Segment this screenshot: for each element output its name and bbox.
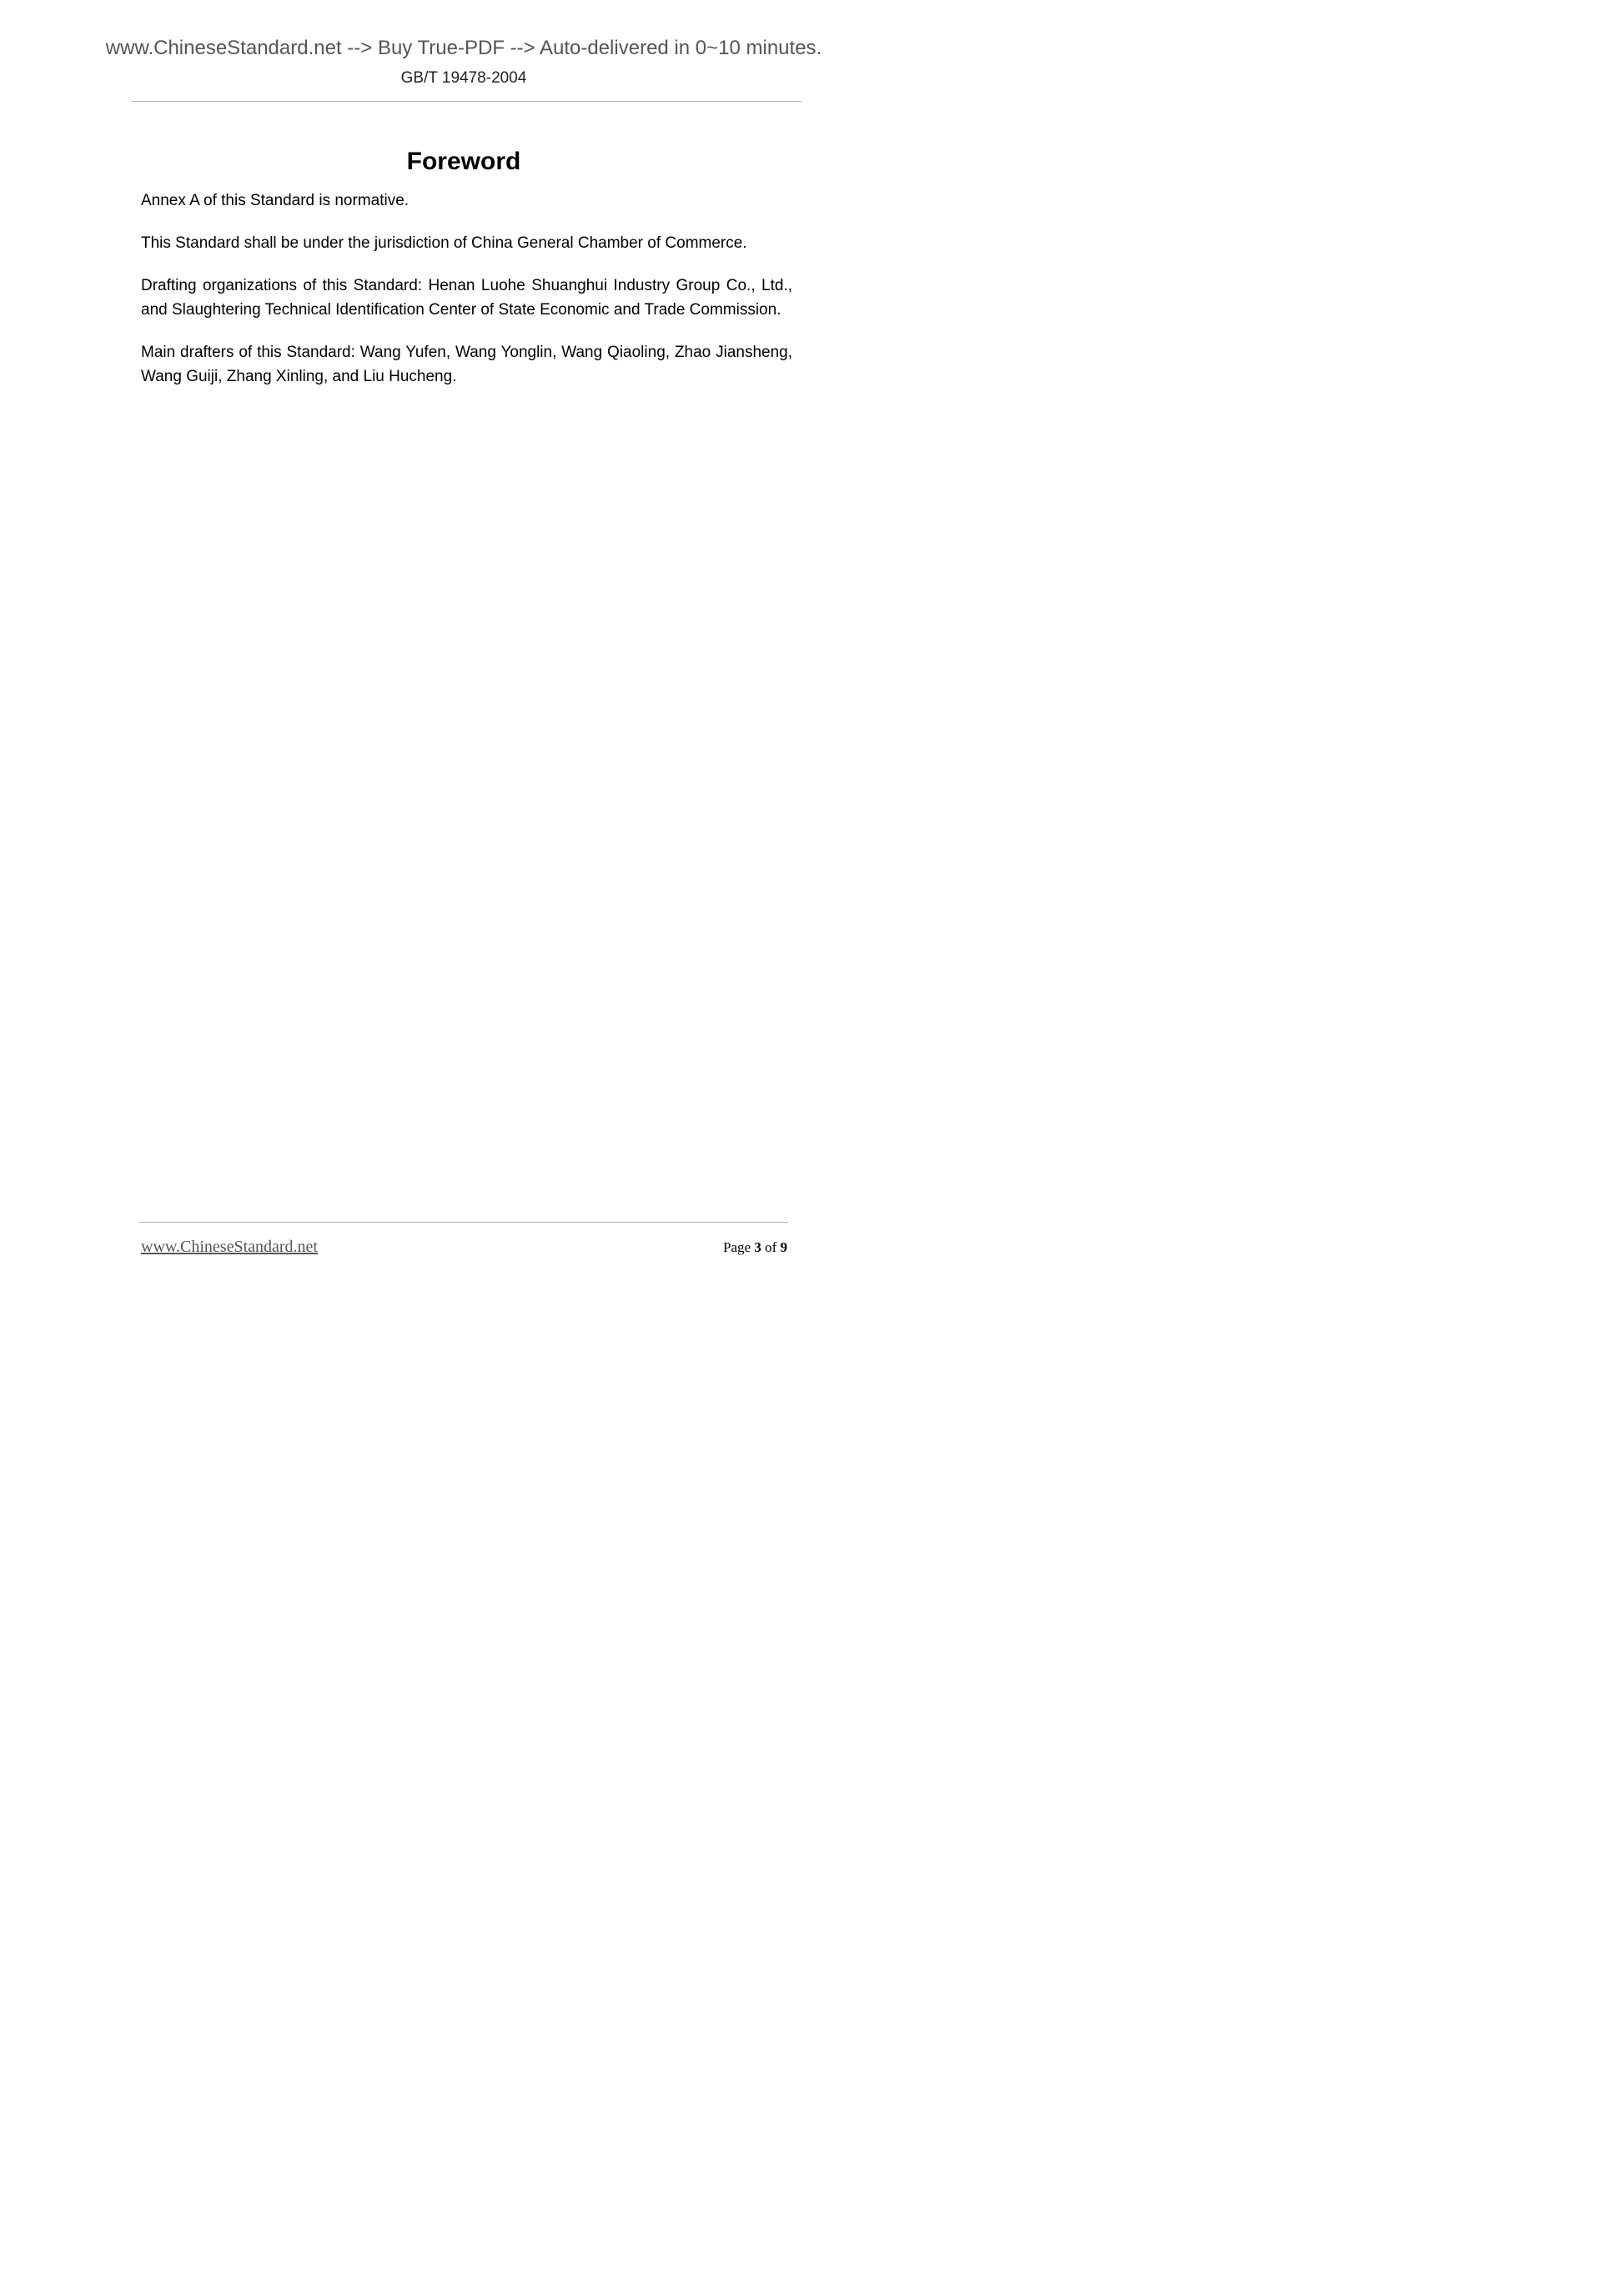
foreword-body: [141, 188, 792, 407]
page-title: Foreword: [406, 148, 521, 176]
footer-site-link[interactable]: www.ChineseStandard.net: [141, 1238, 318, 1256]
paragraph-jurisdiction: This Standard shall be under the jurisdiction of China General Chamber of Commerce.: [141, 234, 747, 252]
footer-divider: [139, 1222, 788, 1223]
paragraph-main-drafters: Main drafters of this Standard: Wang Yufen, Wang Yonglin, Wang Qiaoling, Zhao Jiansheng, Wang Guiji, Zhang Xinling, and Liu Hucheng.: [141, 344, 792, 385]
page-prefix: Page: [723, 1239, 751, 1255]
header-divider: [132, 101, 801, 102]
paragraph-annex: Annex A of this Standard is normative.: [141, 192, 410, 209]
page-of: of: [765, 1239, 777, 1255]
page-total: 9: [780, 1239, 787, 1255]
standard-number: GB/T 19478-2004: [400, 69, 527, 87]
page-indicator: [723, 1238, 787, 1257]
site-banner: www.ChineseStandard.net --> Buy True-PDF --> Auto-delivered in 0~10 minutes.: [105, 37, 822, 59]
page-current: 3: [754, 1239, 761, 1255]
paragraph-drafting-organizations: Drafting organizations of this Standard: Henan Luohe Shuanghui Industry Group Co., Ltd., and Slaughtering Technical Identification Center of State Economic and Trade Commission.: [141, 277, 792, 319]
